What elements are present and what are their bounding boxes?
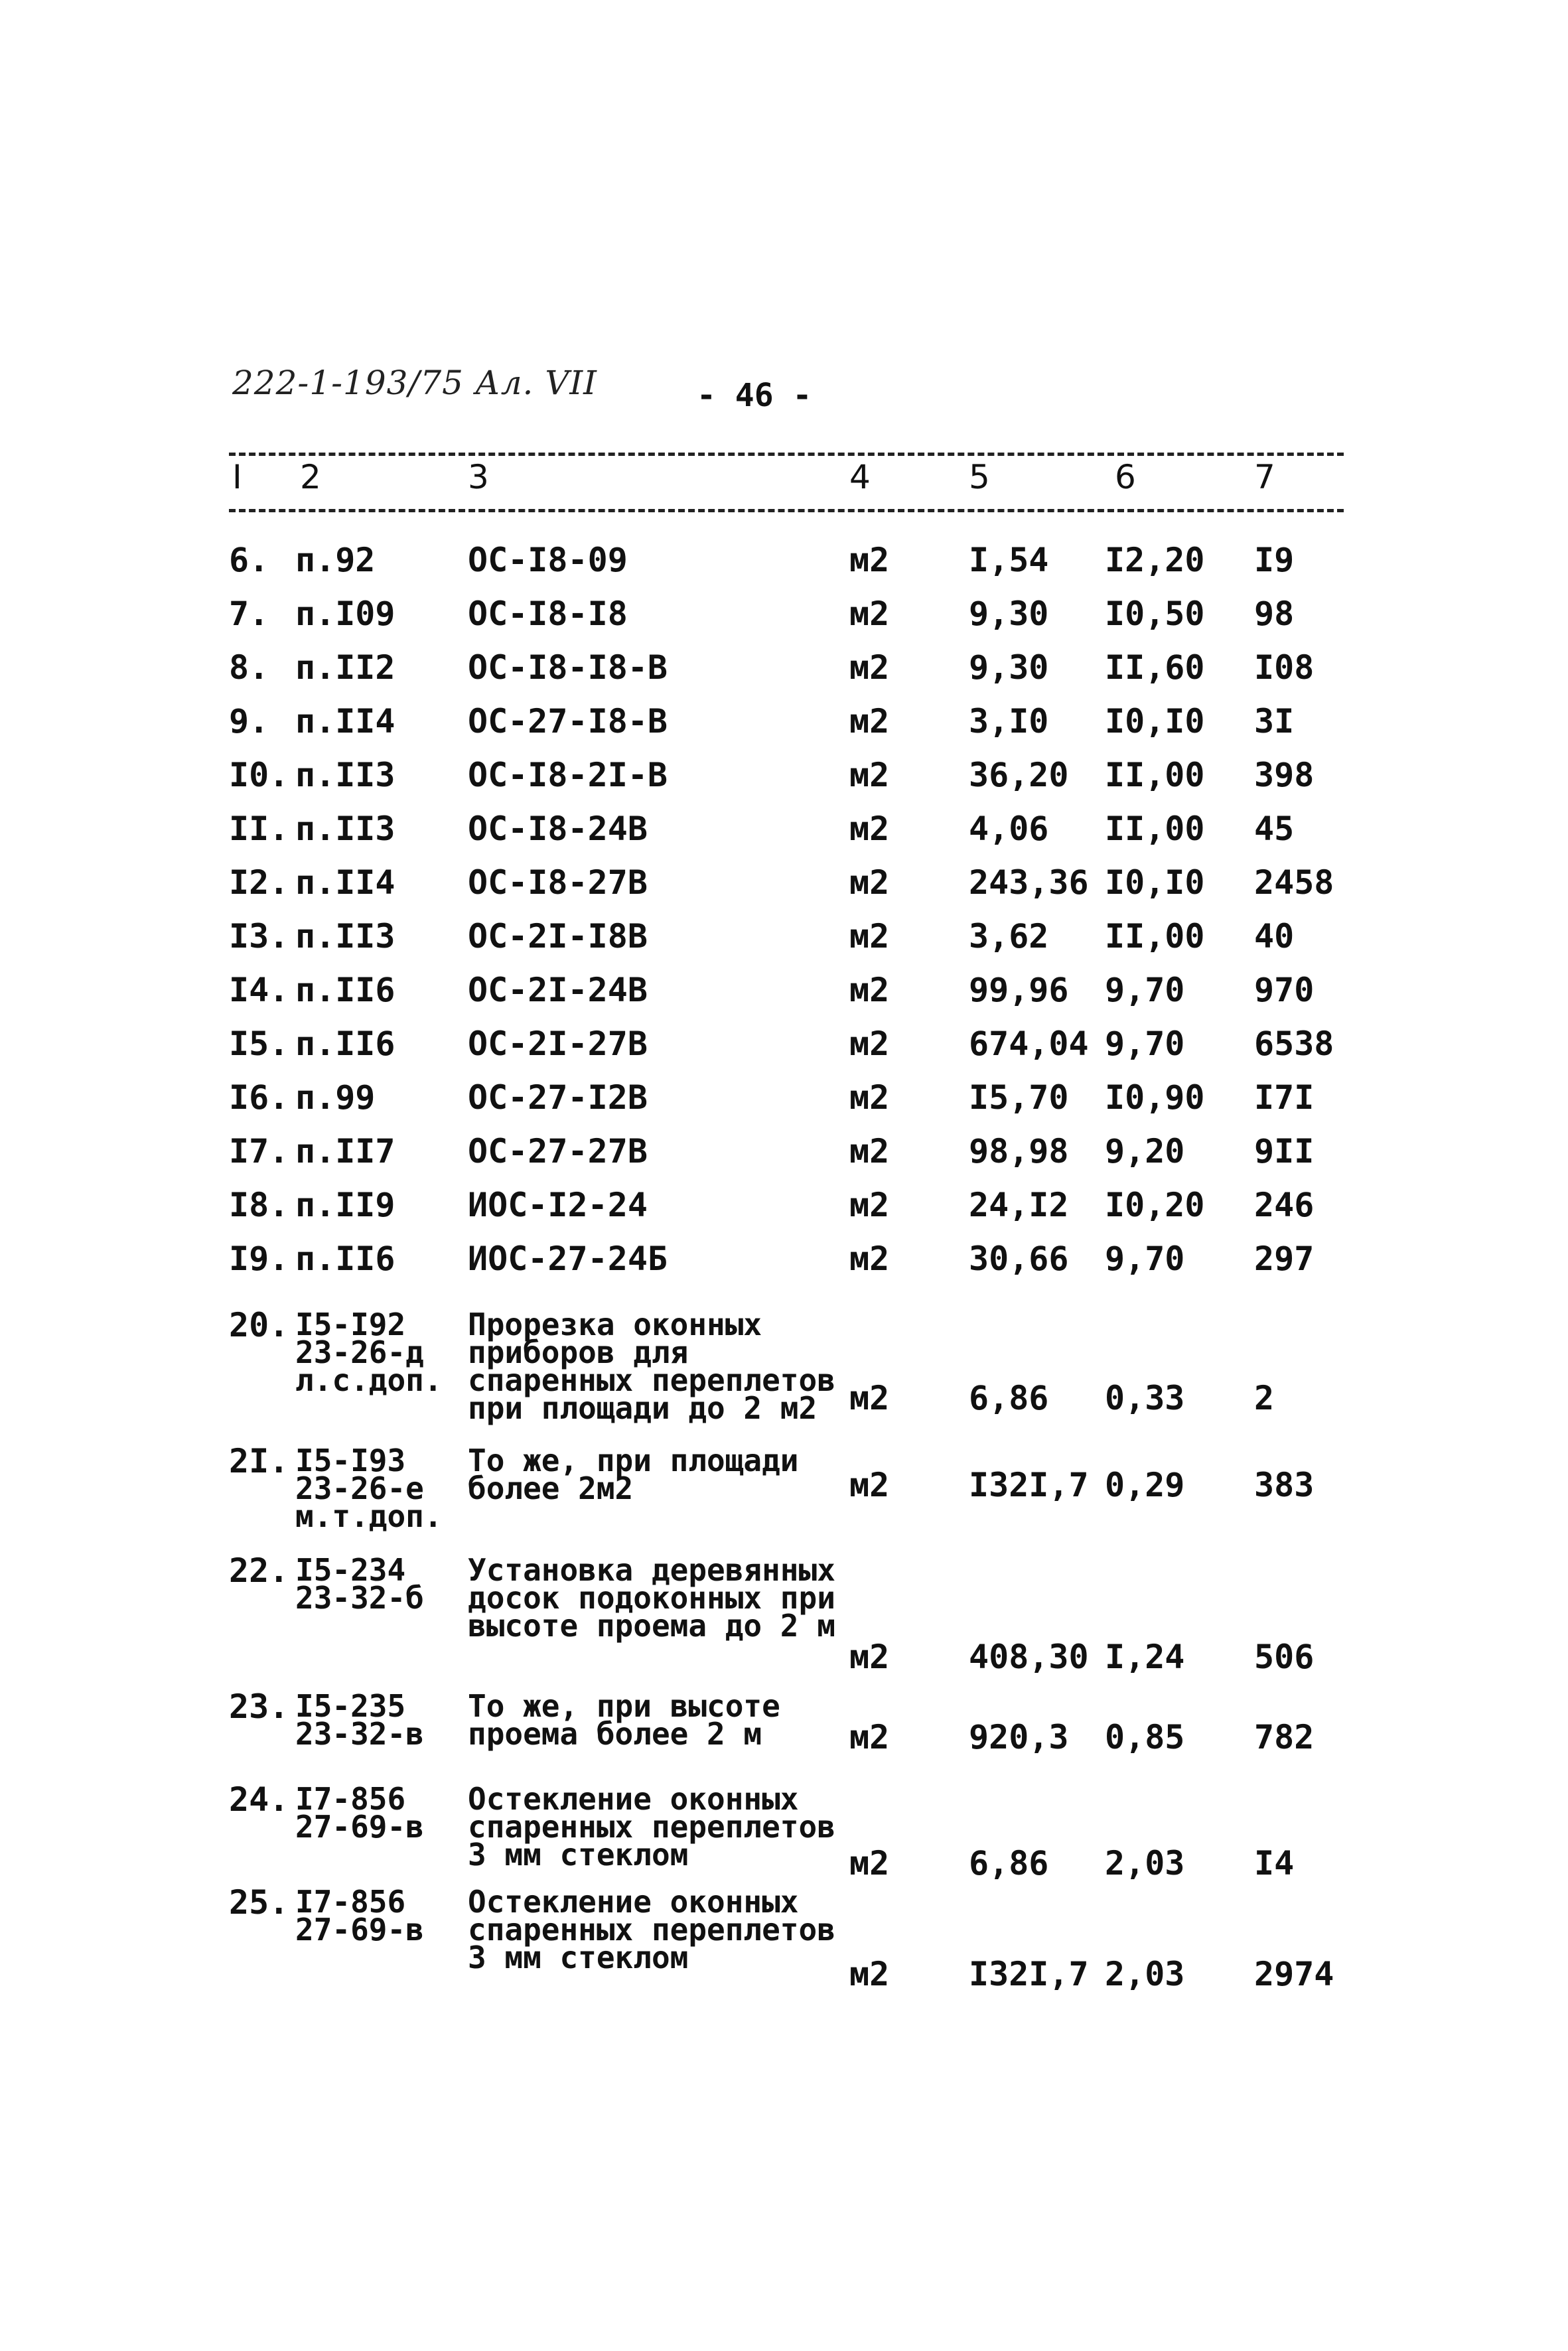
- row-quantity: 98,98: [969, 1132, 1069, 1171]
- row-unit: м2: [849, 1466, 890, 1504]
- row-code: ОС-2I-27В: [468, 1025, 648, 1063]
- header-divider-top: [229, 453, 1344, 456]
- row-reference: п.II3: [295, 917, 395, 956]
- row-total: 9II: [1254, 1132, 1315, 1171]
- row-quantity: 9,30: [969, 595, 1049, 633]
- row-quantity: I,54: [969, 541, 1049, 579]
- row-unit-price: 9,70: [1105, 971, 1185, 1009]
- row-code: ОС-I8-09: [468, 541, 628, 579]
- row-reference: п.II7: [295, 1132, 395, 1171]
- row-code: ОС-I8-I8: [468, 595, 628, 633]
- row-quantity: 30,66: [969, 1240, 1069, 1278]
- row-unit: м2: [849, 1638, 890, 1676]
- row-quantity: I32I,7: [969, 1955, 1089, 1993]
- header-divider-bottom: [229, 509, 1344, 512]
- row-quantity: I32I,7: [969, 1466, 1089, 1504]
- row-reference: I5-234 23-32-б: [295, 1552, 424, 1616]
- row-quantity: 3,62: [969, 917, 1049, 956]
- row-unit-price: 9,70: [1105, 1240, 1185, 1278]
- row-quantity: 36,20: [969, 756, 1069, 794]
- row-total: 297: [1254, 1240, 1315, 1278]
- row-description: То же, при площади более 2м2: [468, 1443, 799, 1506]
- row-total: 506: [1254, 1638, 1315, 1676]
- column-header-5: 5: [969, 458, 990, 496]
- row-quantity: 9,30: [969, 648, 1049, 687]
- row-unit-price: 2,03: [1105, 1844, 1185, 1883]
- row-description: Остекление оконных спаренных переплетов 3 мм стеклом: [468, 1781, 835, 1873]
- row-unit: м2: [849, 1718, 890, 1756]
- row-quantity: 3,I0: [969, 702, 1049, 741]
- row-number: I7.: [229, 1132, 289, 1171]
- row-number: I2.: [229, 863, 289, 902]
- row-reference: п.99: [295, 1078, 376, 1117]
- row-description: То же, при высоте проема более 2 м: [468, 1688, 780, 1752]
- row-total: I9: [1254, 541, 1295, 579]
- row-quantity: 4,06: [969, 810, 1049, 848]
- row-unit-price: II,00: [1105, 756, 1205, 794]
- row-unit-price: 9,70: [1105, 1025, 1185, 1063]
- row-quantity: 24,I2: [969, 1186, 1069, 1224]
- page-number: - 46 -: [697, 377, 812, 414]
- row-number: 7.: [229, 595, 269, 633]
- row-total: 2458: [1254, 863, 1334, 902]
- row-quantity: I5,70: [969, 1078, 1069, 1117]
- row-code: ОС-2I-24В: [468, 971, 648, 1009]
- row-unit: м2: [849, 1844, 890, 1883]
- row-total: 782: [1254, 1718, 1315, 1756]
- row-number: II.: [229, 810, 289, 848]
- row-total: I08: [1254, 648, 1315, 687]
- row-unit-price: II,00: [1105, 810, 1205, 848]
- row-description: Установка деревянных досок подоконных при высоте проема до 2 м: [468, 1552, 835, 1644]
- row-number: 22.: [229, 1551, 289, 1590]
- column-header-7: 7: [1254, 458, 1275, 496]
- row-quantity: 6,86: [969, 1844, 1049, 1883]
- row-unit-price: I0,I0: [1105, 863, 1205, 902]
- row-total: 3I: [1254, 702, 1295, 741]
- row-description: Прорезка оконных приборов для спаренных переплетов при площади до 2 м2: [468, 1307, 835, 1426]
- row-unit-price: 0,29: [1105, 1466, 1185, 1504]
- row-unit: м2: [849, 1078, 890, 1117]
- row-total: 6538: [1254, 1025, 1334, 1063]
- row-unit: м2: [849, 648, 890, 687]
- row-unit-price: I0,50: [1105, 595, 1205, 633]
- row-total: 398: [1254, 756, 1315, 794]
- row-total: 246: [1254, 1186, 1315, 1224]
- row-unit: м2: [849, 702, 890, 741]
- row-unit-price: II,00: [1105, 917, 1205, 956]
- row-unit-price: I0,20: [1105, 1186, 1205, 1224]
- row-unit: м2: [849, 1132, 890, 1171]
- row-unit-price: 9,20: [1105, 1132, 1185, 1171]
- row-reference: п.II6: [295, 971, 395, 1009]
- row-total: 45: [1254, 810, 1295, 848]
- row-number: I8.: [229, 1186, 289, 1224]
- row-code: ОС-27-I8-В: [468, 702, 668, 741]
- row-number: 6.: [229, 541, 269, 579]
- row-total: 2: [1254, 1379, 1275, 1417]
- row-unit-price: I0,I0: [1105, 702, 1205, 741]
- column-header-4: 4: [849, 458, 871, 496]
- row-unit: м2: [849, 1240, 890, 1278]
- row-reference: п.II9: [295, 1186, 395, 1224]
- row-unit: м2: [849, 810, 890, 848]
- row-unit-price: 0,85: [1105, 1718, 1185, 1756]
- row-unit: м2: [849, 1025, 890, 1063]
- row-code: ИОС-27-24Б: [468, 1240, 668, 1278]
- row-number: I6.: [229, 1078, 289, 1117]
- row-reference: п.92: [295, 541, 376, 579]
- row-total: 970: [1254, 971, 1315, 1009]
- row-reference: I5-I92 23-26-д л.с.доп.: [295, 1307, 443, 1398]
- row-total: I7I: [1254, 1078, 1315, 1117]
- row-code: ОС-I8-24В: [468, 810, 648, 848]
- row-unit: м2: [849, 1955, 890, 1993]
- row-number: 2I.: [229, 1442, 289, 1480]
- row-total: 98: [1254, 595, 1295, 633]
- row-quantity: 6,86: [969, 1379, 1049, 1417]
- row-quantity: 920,3: [969, 1718, 1069, 1756]
- row-unit: м2: [849, 863, 890, 902]
- row-reference: п.I09: [295, 595, 395, 633]
- row-unit-price: II,60: [1105, 648, 1205, 687]
- row-quantity: 674,04: [969, 1025, 1089, 1063]
- column-header-3: 3: [468, 458, 489, 496]
- row-code: ОС-I8-I8-В: [468, 648, 668, 687]
- row-unit: м2: [849, 756, 890, 794]
- row-unit: м2: [849, 1379, 890, 1417]
- row-reference: I7-856 27-69-в: [295, 1781, 424, 1845]
- row-number: 23.: [229, 1687, 289, 1726]
- row-total: 383: [1254, 1466, 1315, 1504]
- row-total: I4: [1254, 1844, 1295, 1883]
- row-reference: п.II6: [295, 1240, 395, 1278]
- row-unit: м2: [849, 595, 890, 633]
- row-code: ОС-27-27В: [468, 1132, 648, 1171]
- row-number: 9.: [229, 702, 269, 741]
- document-code: 222-1-193/75 Ал. VII: [232, 364, 597, 402]
- row-description: Остекление оконных спаренных переплетов 3 мм стеклом: [468, 1884, 835, 1975]
- row-code: ИОС-I2-24: [468, 1186, 648, 1224]
- row-unit-price: I0,90: [1105, 1078, 1205, 1117]
- row-number: I4.: [229, 971, 289, 1009]
- row-unit: м2: [849, 917, 890, 956]
- row-number: I0.: [229, 756, 289, 794]
- row-total: 40: [1254, 917, 1295, 956]
- row-number: 24.: [229, 1780, 289, 1819]
- row-reference: п.II2: [295, 648, 395, 687]
- column-header-1: I: [232, 458, 242, 496]
- row-number: I3.: [229, 917, 289, 956]
- row-reference: I5-235 23-32-в: [295, 1688, 424, 1752]
- row-reference: п.II3: [295, 810, 395, 848]
- row-unit-price: 2,03: [1105, 1955, 1185, 1993]
- row-code: ОС-2I-I8В: [468, 917, 648, 956]
- row-reference: п.II4: [295, 702, 395, 741]
- row-reference: п.II3: [295, 756, 395, 794]
- column-header-2: 2: [300, 458, 321, 496]
- row-reference: п.II6: [295, 1025, 395, 1063]
- row-reference: I7-856 27-69-в: [295, 1884, 424, 1948]
- row-unit-price: I,24: [1105, 1638, 1185, 1676]
- row-reference: п.II4: [295, 863, 395, 902]
- row-number: 8.: [229, 648, 269, 687]
- row-quantity: 408,30: [969, 1638, 1089, 1676]
- row-unit: м2: [849, 971, 890, 1009]
- row-code: ОС-27-I2В: [468, 1078, 648, 1117]
- row-unit-price: I2,20: [1105, 541, 1205, 579]
- row-number: 20.: [229, 1306, 289, 1344]
- row-unit: м2: [849, 1186, 890, 1224]
- row-total: 2974: [1254, 1955, 1334, 1993]
- row-quantity: 99,96: [969, 971, 1069, 1009]
- row-unit: м2: [849, 541, 890, 579]
- row-number: 25.: [229, 1883, 289, 1922]
- row-code: ОС-I8-2I-В: [468, 756, 668, 794]
- row-unit-price: 0,33: [1105, 1379, 1185, 1417]
- row-number: I9.: [229, 1240, 289, 1278]
- row-quantity: 243,36: [969, 863, 1089, 902]
- row-number: I5.: [229, 1025, 289, 1063]
- column-header-6: 6: [1115, 458, 1136, 496]
- row-reference: I5-I93 23-26-е м.т.доп.: [295, 1443, 443, 1534]
- row-code: ОС-I8-27В: [468, 863, 648, 902]
